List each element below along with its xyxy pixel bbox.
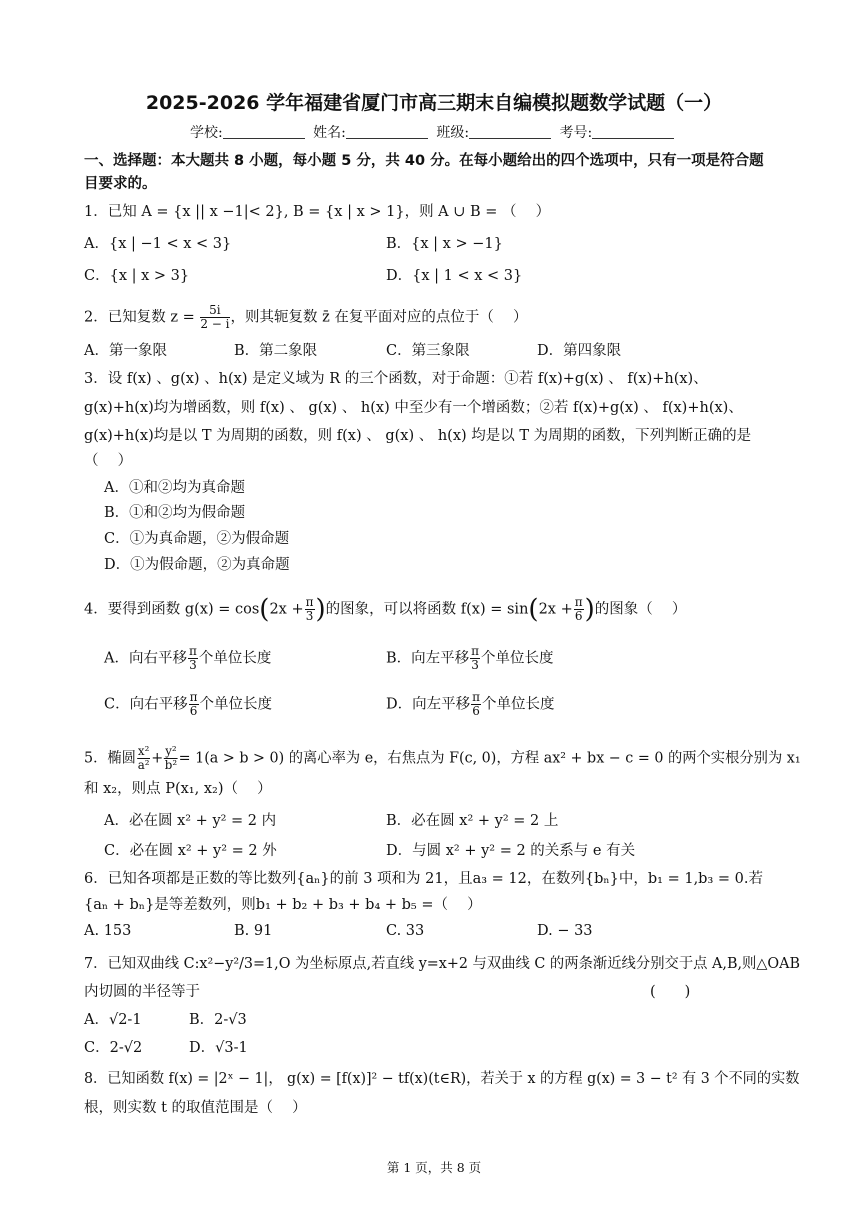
q5-option-d: D．与圆 x² + y² = 2 的关系与 e 有关 [386,843,636,859]
q1-option-b: B．{x | x > −1} [386,236,503,252]
q2-stem-pre: 2．已知复数 z = [84,309,195,326]
q4-option-d [386,691,555,718]
q5-stem-pre: 5．椭圆 [84,750,136,767]
page-title: 2025-2026 学年福建省厦门市高三期末自编模拟题数学试题（一） [145,92,723,114]
q4-d-pre: D．向左平移 [386,696,471,713]
class-label: 班级: [436,125,470,141]
q4-paren-close-2: ) [584,594,595,625]
q6-option-b: B. 91 [234,923,273,939]
q5-stem-a: = 1(a > b > 0) 的离心率为 e，右焦点为 F(c, 0)，方程 ax² + bx − c = 0 的两个实根分别为 x₁ [178,750,801,767]
student-info-line [190,122,678,142]
q2-frac-num: 5i [200,304,229,318]
q5-frac-y [164,745,177,772]
q3-line2: g(x)+h(x)均为增函数，则 f(x) 、 g(x) 、 h(x) 中至少有一个增函数；②若 f(x)+g(x) 、 f(x)+h(x)、 [84,400,743,416]
q3-line1: 3．设 f(x) 、g(x) 、h(x) 是定义域为 R 的三个函数，对于命题：①若 f(x)+g(x) 、 f(x)+h(x)、 [84,371,708,387]
q4-paren-open-2: ( [528,594,539,625]
q2-fraction [200,304,229,331]
q4-option-a [104,645,271,672]
q5-x2: x² [137,744,150,758]
q4-arg2: 2x + [538,601,573,618]
q3-option-d: D．①为假命题，②为真命题 [104,557,290,573]
q2-option-b: B．第二象限 [234,343,318,359]
q4-stem-post: 的图象（ ） [594,601,687,618]
q7-option-b: B．2-√3 [189,1012,247,1028]
q7-option-a: A．√2-1 [84,1012,142,1028]
q4-option-b [386,645,554,672]
q4-stem-mid: 的图象，可以将函数 f(x) = sin [325,601,529,618]
q3-option-c: C．①为真命题，②为假命题 [104,531,290,547]
q4-b-pre: B．向左平移 [386,650,470,667]
q7-answer-paren: ( ) [650,984,691,1000]
q5-y2: y² [165,744,177,758]
q4-frac1-num: π [305,595,314,609]
q4-arg1: 2x + [269,601,304,618]
q4-c-frac [189,691,199,718]
q5-stem: 5．椭圆 $\frac{\text{x²}}{\text{a²}}$ + $\frac{\text{y²}}{\text{b²}}$ = 1(a > b > 0) 的离心率为 e，右焦点为 F(c, 0)，方程 ax² + bx − c = 0 的两个实根分别为 x₁ [84,744,801,772]
q1-option-d: D．{x | 1 < x < 3} [386,268,523,284]
q5-option-c: C．必在圆 x² + y² = 2 外 [104,843,277,859]
q4-b-unit: 个单位长度 [481,650,554,667]
section-heading-cont: 目要求的。 [84,176,157,192]
exam-no-label: 考号: [559,125,593,141]
q3-option-a: A．①和②均为真命题 [104,480,245,496]
q5-option-a: A．必在圆 x² + y² = 2 内 [104,813,277,829]
q4-stem-pre: 4．要得到函数 g(x) = cos [84,601,260,618]
q6-line1: 6．已知各项都是正数的等比数列{aₙ}的前 3 项和为 21，且a₃ = 12，在数列{bₙ}中，b₁ = 1,b₃ = 0.若 [84,871,763,887]
q6-option-d: D. − 33 [537,923,593,939]
q2-frac-den: 2 − i [200,317,230,331]
q4-stem [84,596,686,623]
name-blank [346,124,428,139]
q7-line1: 7．已知双曲线 C:x²−y²/3=1,O 为坐标原点,若直线 y=x+2 与双曲线 C 的两条渐近线分别交于点 A,B,则△OAB [84,956,801,972]
q3-line4: （ ） [84,453,133,469]
q4-c-pre: C．向右平移 [104,696,188,713]
q4-paren-close: ) [315,594,326,625]
q4-a-pre: A．向右平移 [104,650,187,667]
q5-a2: a² [137,758,150,772]
class-blank [469,124,551,139]
q6-line2: {aₙ + bₙ}是等差数列，则b₁ + b₂ + b₃ + b₄ + b₅ =（ ） [84,897,482,913]
q4-a-unit: 个单位长度 [198,650,272,667]
q4-paren-open: ( [259,594,270,625]
q4-frac2-num: π [574,595,583,609]
q4-d-unit: 个单位长度 [482,696,555,713]
q3-line3: g(x)+h(x)均是以 T 为周期的函数，则 f(x) 、 g(x) 、 h(x) 均是以 T 为周期的函数，下列判断正确的是 [84,428,752,444]
q4-c-num: π [189,690,198,704]
q4-frac2 [574,596,584,623]
q4-c-den: 6 [189,704,198,718]
q1-option-c: C．{x | x > 3} [84,268,190,284]
q5-line2: 和 x₂，则点 P(x₁, x₂)（ ） [84,781,272,797]
q8-line1: 8．已知函数 f(x) = |2ˣ − 1|， g(x) = [f(x)]² − tf(x)(t∈R)，若关于 x 的方程 g(x) = 3 − t² 有 3 个不同的实数 [84,1071,800,1087]
q4-a-num: π [188,644,197,658]
q4-frac1-den: 3 [305,609,314,623]
q2-option-d: D．第四象限 [537,343,622,359]
q4-option-c [104,691,272,718]
q4-frac1 [305,596,315,623]
q7-option-d: D．√3-1 [189,1040,248,1056]
page-footer: 第 1 页，共 8 页 [386,1160,482,1175]
q4-frac2-den: 6 [574,609,583,623]
q1-option-a: A．{x | −1 < x < 3} [84,236,232,252]
section-heading: 一、选择题：本大题共 8 小题，每小题 5 分，共 40 分。在每小题给出的四个选项中，只有一项是符合题 [84,153,764,169]
q5-frac-x [137,745,150,772]
q4-d-frac [471,691,481,718]
exam-no-blank [592,124,674,139]
q4-c-unit: 个单位长度 [199,696,272,713]
q5-option-b: B．必在圆 x² + y² = 2 上 [386,813,559,829]
name-label: 姓名: [313,125,346,141]
q4-a-den: 3 [189,658,197,672]
q4-b-frac [470,645,480,672]
q3-option-b: B．①和②均为假命题 [104,505,246,521]
q1-stem: 1．已知 A = {x || x −1|< 2}, B = {x | x > 1}，则 A ∪ B = （ ） [84,204,551,220]
q4-b-den: 3 [471,658,479,672]
school-label: 学校: [190,125,223,141]
school-blank [223,124,305,139]
q6-option-a: A. 153 [84,923,132,939]
q4-d-num: π [472,690,481,704]
q4-a-frac [188,645,198,672]
q6-option-c: C. 33 [386,923,425,939]
q7-line2: 内切圆的半径等于 [84,984,200,1000]
q2-stem [84,304,527,331]
q7-option-c: C．2-√2 [84,1040,143,1056]
q2-stem-post: ，则其轭复数 z̄ 在复平面对应的点位于（ ） [230,309,528,326]
q4-d-den: 6 [472,704,480,718]
q4-b-num: π [471,644,480,658]
q8-line2: 根，则实数 t 的取值范围是（ ） [84,1100,307,1116]
q2-option-a: A．第一象限 [84,343,167,359]
q5-b2: b² [164,758,178,772]
q2-option-c: C．第三象限 [386,343,470,359]
